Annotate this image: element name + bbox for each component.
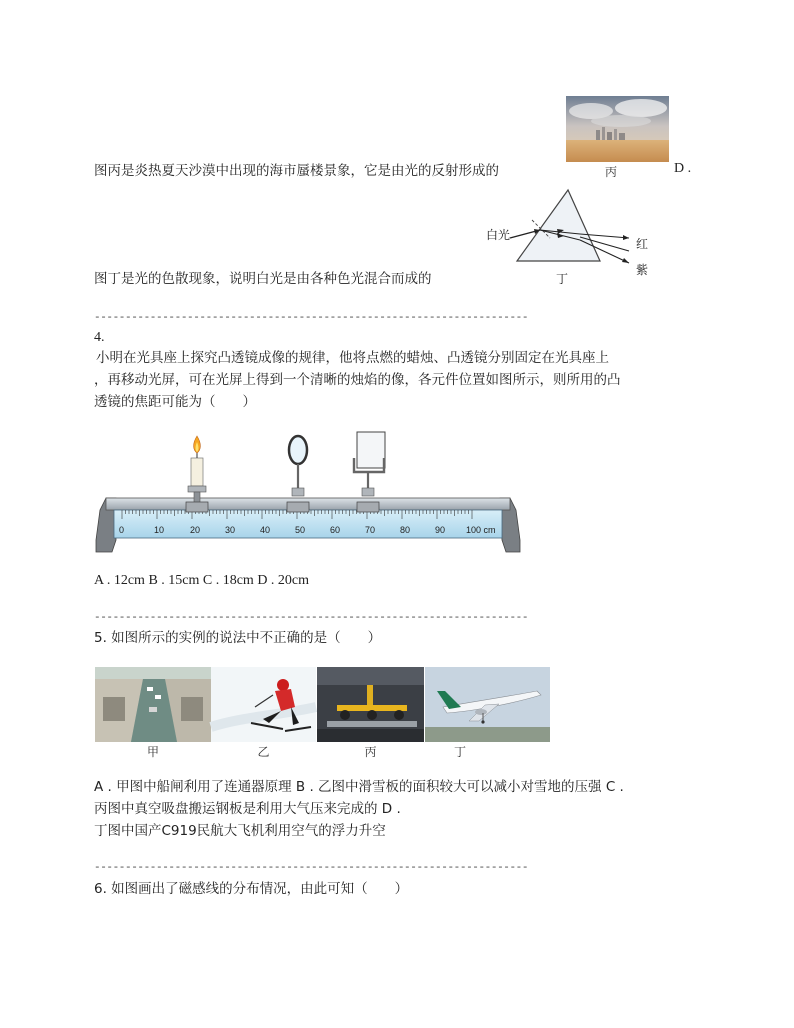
q5-options-line3: 丁图中国产C919民航大飞机利用空气的浮力升空 <box>94 823 386 839</box>
photo-caption-bing: 丙 <box>364 745 377 759</box>
q5-options-line1: A . 甲图中船闸利用了连通器原理 B . 乙图中滑雪板的面积较大可以减小对雪地的压强 C . <box>94 779 624 795</box>
tick-label: 60 <box>330 525 341 535</box>
optical-bench-diagram <box>92 430 522 560</box>
prism-caption: 丁 <box>556 272 569 286</box>
separator-3: ---------------------------------------------------------------------- <box>94 862 529 874</box>
q6-stem: 6. 如图画出了磁感线的分布情况，由此可知（ ） <box>94 881 409 897</box>
mirage-photo <box>566 96 669 162</box>
option-d-label: D . <box>674 161 692 176</box>
q4-stem-line3: 透镜的焦距可能为（ ） <box>94 394 256 410</box>
separator-1: ---------------------------------------------------------------------- <box>94 312 529 324</box>
q4-stem-line1: 小明在光具座上探究凸透镜成像的规律，他将点燃的蜡烛、凸透镜分别固定在光具座上 <box>96 350 609 366</box>
tick-label: 30 <box>225 525 236 535</box>
q5-stem: 5. 如图所示的实例的说法中不正确的是（ ） <box>94 630 382 646</box>
vacuum-lifter-photo <box>317 667 424 742</box>
tick-label: 90 <box>435 525 446 535</box>
photo-caption-yi: 乙 <box>257 745 270 759</box>
q5-options-line2: 丙图中真空吸盘搬运钢板是利用大气压来完成的 D . <box>94 801 401 817</box>
tick-label: 20 <box>190 525 201 535</box>
tick-label: 50 <box>295 525 306 535</box>
option-c-text: 图丙是炎热夏天沙漠中出现的海市蜃楼景象，它是由光的反射形成的 <box>94 163 499 179</box>
photo-caption-ding: 丁 <box>453 745 466 759</box>
tick-label: 10 <box>154 525 165 535</box>
q4-stem-line2: ，再移动光屏，可在光屏上得到一个清晰的烛焰的像，各元件位置如图所示，则所用的凸 <box>94 372 621 388</box>
violet-label: 紫 <box>636 263 649 277</box>
q4-number: 4. <box>94 330 105 345</box>
red-label: 红 <box>636 237 649 251</box>
tick-label: 70 <box>365 525 376 535</box>
tick-label: 40 <box>260 525 271 535</box>
tick-label: 80 <box>400 525 411 535</box>
skier-photo <box>211 667 316 742</box>
mirage-caption: 丙 <box>604 165 617 179</box>
airplane-photo <box>425 667 550 742</box>
q4-options: A . 12cm B . 15cm C . 18cm D . 20cm <box>94 573 310 588</box>
separator-2: ---------------------------------------------------------------------- <box>94 612 529 624</box>
option-d-text: 图丁是光的色散现象，说明白光是由各种色光混合而成的 <box>94 271 432 287</box>
ship-lock-photo <box>95 667 211 742</box>
photo-caption-jia: 甲 <box>146 745 159 759</box>
tick-label: 100 cm <box>466 525 496 535</box>
tick-label: 0 <box>119 525 125 535</box>
prism-diagram <box>484 186 654 286</box>
white-light-label: 白光 <box>486 228 511 242</box>
